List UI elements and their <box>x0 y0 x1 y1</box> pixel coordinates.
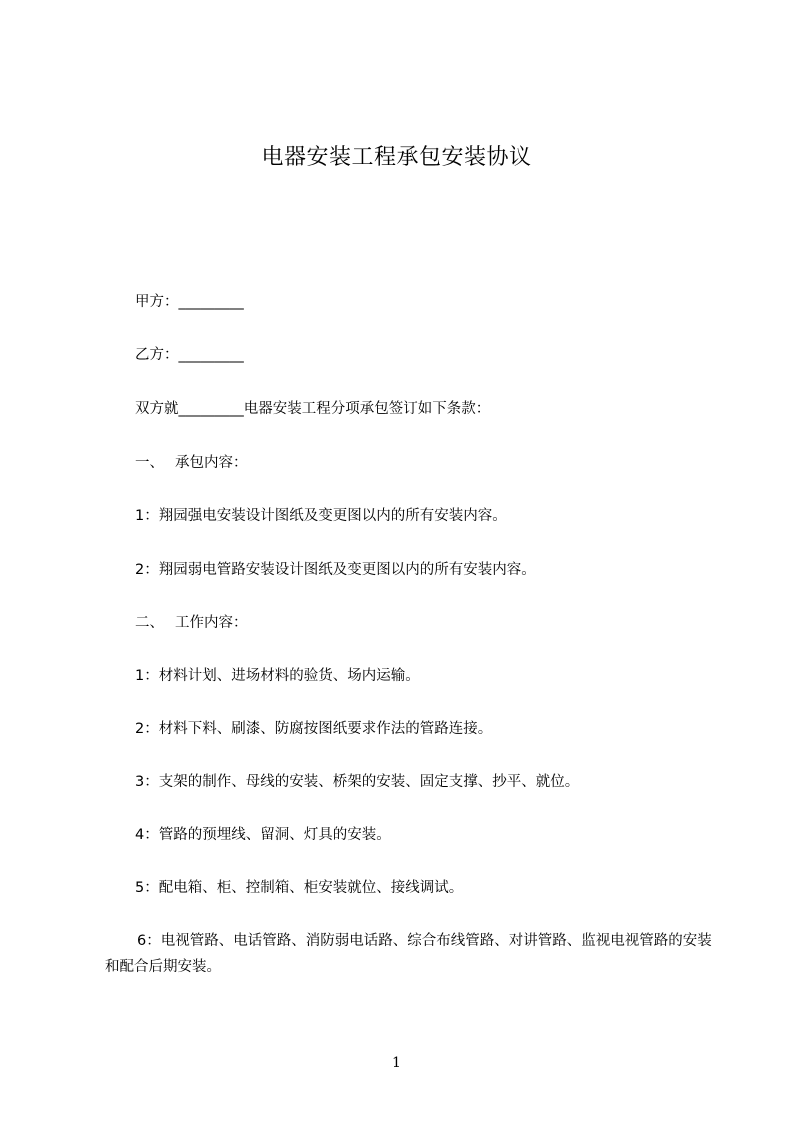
section-2-title: 工作内容： <box>175 615 248 631</box>
party-b-line: 乙方：_________ <box>135 347 244 363</box>
section-2-item: 4：管路的预埋线、留洞、灯具的安装。 <box>135 827 391 843</box>
section-2-heading <box>135 613 248 633</box>
document-title: 电器安装工程承包安装协议 <box>261 145 532 170</box>
section-2-item: 1：材料计划、进场材料的验货、场内运输。 <box>135 668 420 684</box>
section-2-item: 6：电视管路、电话管路、消防弱电话路、综合布线管路、对讲管路、监视电视管路的安装和配合后期安装。 <box>105 933 712 975</box>
section-2-item: 5：配电箱、柜、控制箱、柜安装就位、接线调试。 <box>135 880 464 896</box>
section-1-item: 2：翔园弱电管路安装设计图纸及变更图以内的所有安装内容。 <box>135 562 536 578</box>
party-a-line: 甲方：_________ <box>135 294 244 310</box>
section-1-item: 1：翔园强电安装设计图纸及变更图以内的所有安装内容。 <box>135 508 507 524</box>
section-2-item: 3：支架的制作、母线的安装、桥架的安装、固定支撑、抄平、就位。 <box>135 774 580 790</box>
intro-line: 双方就_________电器安装工程分项承包签订如下条款： <box>135 401 491 417</box>
section-1-heading <box>135 453 248 473</box>
section-1-title: 承包内容： <box>175 455 248 471</box>
section-2-number: 二、 <box>135 615 164 631</box>
section-2-item: 2：材料下料、刷漆、防腐按图纸要求作法的管路连接。 <box>135 721 493 737</box>
section-1-number: 一、 <box>135 455 164 471</box>
page-number: 1 <box>392 1055 401 1071</box>
